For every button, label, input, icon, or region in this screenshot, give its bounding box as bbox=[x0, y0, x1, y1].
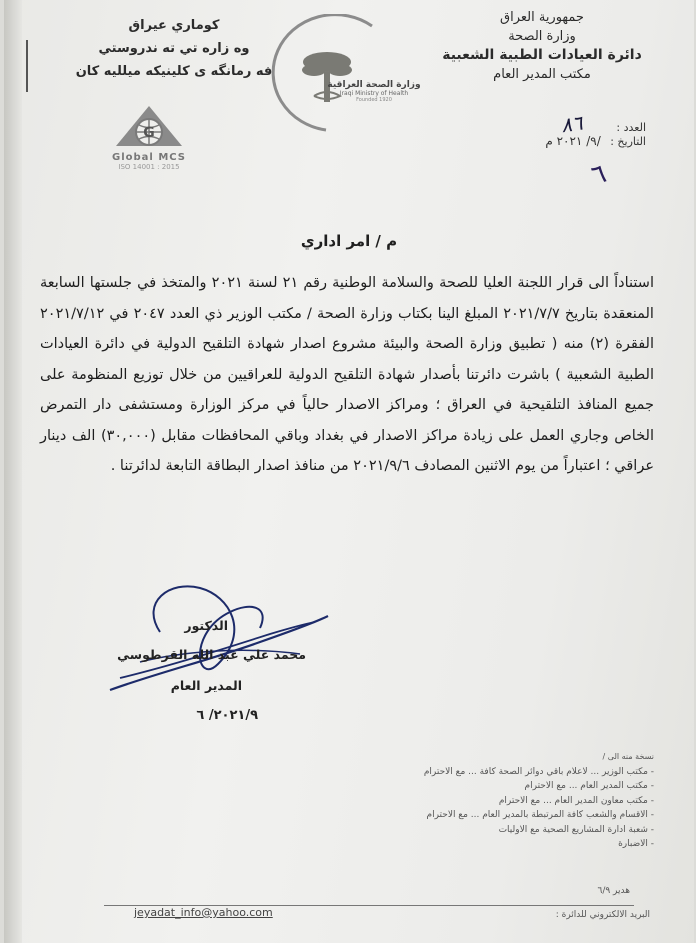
ref-number-value: ٨٦ bbox=[559, 110, 585, 138]
ref-number-row bbox=[561, 112, 646, 136]
cc-item: - شعبة ادارة المشاريع الصحية مع الاوليات bbox=[498, 824, 654, 835]
certification-logo bbox=[104, 104, 194, 171]
cc-item: - الاضبارة bbox=[618, 839, 654, 849]
header-directorate: دائرة العيادات الطبية الشعبية bbox=[442, 47, 642, 63]
cert-iso: ISO 14001 : 2015 bbox=[118, 163, 180, 171]
handwritten-mark: ٦ bbox=[588, 158, 610, 192]
header-ministry: وزارة الصحة bbox=[508, 29, 576, 44]
signature-name: محمد علي عبد الله القرطوسي bbox=[117, 647, 306, 662]
cert-text: Global MCS bbox=[112, 152, 186, 163]
header-left-line2: وه زاره تي ته ندروستي bbox=[98, 41, 250, 56]
header-left-line3: فه رمانگه ی كلينيكه ميللیه كان bbox=[75, 64, 273, 79]
footer-email[interactable]: jeyadat_info@yahoo.com bbox=[134, 906, 273, 919]
header-left-line1: كوماري عيراق bbox=[128, 18, 220, 33]
cc-item: - الاقسام والشعب كافة المرتبطة بالمدير العام ... مع الاحترام bbox=[426, 810, 654, 820]
signature-position: المدير العام bbox=[170, 678, 242, 693]
body-paragraph: استناداً الى قرار اللجنة العليا للصحة والسلامة الوطنية رقم ٢١ لسنة ٢٠٢١ والمتخذ في جلستها السابعة المنعقدة بتاريخ ٢٠٢١/٧/٧ المبلغ الينا بكتاب وزارة الصحة / مكتب الوزير ذي العدد ٢٠٤٧ في ٢٠٢١/٧/١٢ الفقرة (٢) منه ( تطبيق وزارة الصحة والبيئة مشروع اصدار شهادة التلقيح الدولية في دائرة العيادات الطبية الشعبية ) باشرت دائرتنا بأصدار شهادة التلقيح الدولية للعراقيين من خلال توزيع المنظومة على جميع المنافذ التلقيحية في العراق ؛ ومراكز الاصدار حالياً في مركز الوزارة ومستشفى دار التمرض الخاص وجاري العمل على زيادة مراكز الاصدار في بغداد وباقي المحافظات مقابل (٣٠,٠٠٠) الف دينار عراقي ؛ اعتباراً من يوم الاثنين المصادف ٢٠٢١/٩/٦ من منافذ اصدار البطاقة التابعة لدائرتنا . bbox=[40, 275, 654, 474]
ref-date-label: التاريخ : bbox=[610, 135, 646, 148]
document-page bbox=[4, 0, 694, 943]
ref-date-row bbox=[545, 134, 646, 148]
ministry-logo-founded: Founded 1920 bbox=[356, 97, 392, 103]
footer-note: هدير ٦/٩ bbox=[597, 886, 630, 896]
header-office: مكتب المدير العام bbox=[493, 67, 591, 82]
document-title: م / امر اداري bbox=[300, 232, 398, 250]
signature-title: الدكتور bbox=[184, 618, 228, 633]
ref-date-value: /٩/ ٢٠٢١ م bbox=[545, 134, 601, 148]
header-country: جمهورية العراق bbox=[500, 10, 584, 25]
footer-email-label: البريد الالكتروني للدائرة : bbox=[555, 910, 650, 920]
cc-heading: نسخة منه الى / bbox=[602, 752, 654, 761]
cc-item: - مكتب الوزير ... لاعلام باقي دوائر الصحة كافة ... مع الاحترام bbox=[423, 766, 654, 777]
signature-date: ٢٠٢١/٩/ ٦ bbox=[196, 708, 258, 723]
ministry-logo-name-en: Iraqi Ministry of Health bbox=[339, 90, 409, 97]
header-left bbox=[74, 14, 274, 83]
cc-item: - مكتب معاون المدير العام ... مع الاحترام bbox=[498, 795, 654, 806]
ministry-logo-name-ar: وزارة الصحة العراقية bbox=[327, 80, 421, 90]
svg-text:G: G bbox=[143, 125, 155, 141]
cc-item: - مكتب المدير العام ... مع الاحترام bbox=[524, 781, 654, 791]
page-shadow bbox=[4, 0, 22, 943]
cc-list bbox=[354, 750, 654, 852]
margin-mark bbox=[26, 40, 28, 92]
header-right bbox=[442, 8, 642, 84]
globe-triangle-icon bbox=[104, 104, 194, 148]
ref-number-label: العدد : bbox=[616, 121, 646, 134]
ministry-logo-text bbox=[324, 80, 424, 103]
